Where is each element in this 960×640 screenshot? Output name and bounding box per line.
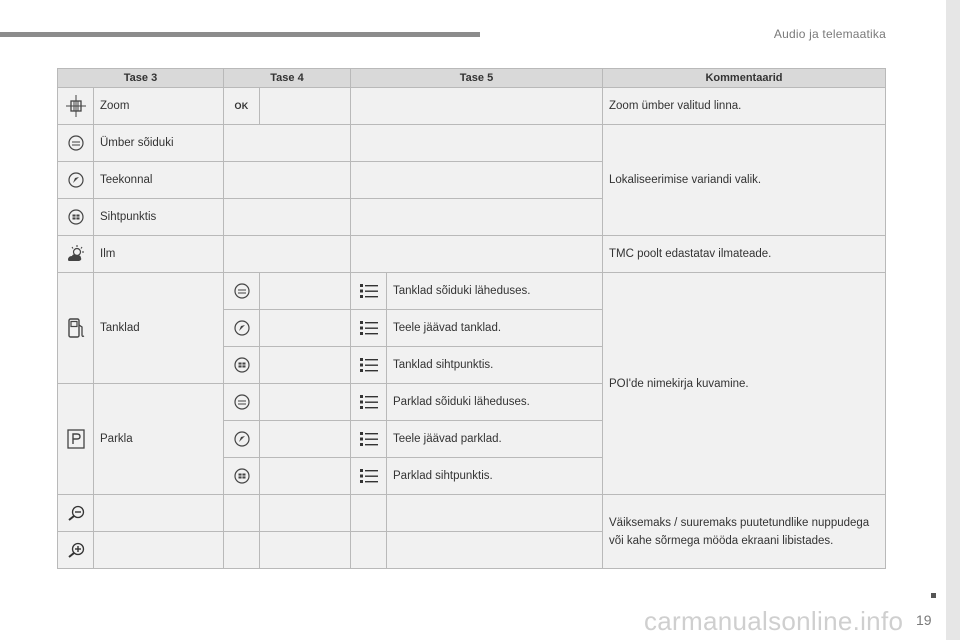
header-level-4: Tase 4 [224,69,351,88]
fuel-on-route: Teele jäävad tanklad. [387,310,603,347]
ok-button[interactable] [224,88,260,125]
route-icon [58,162,94,199]
zoom-buttons-comment: Väiksemaks / suuremaks puutetundlike nuppudega või kahe sõrmega mööda ekraani libistades. [603,495,886,569]
destination-label: Sihtpunktis [94,199,224,236]
page-number: 19 [916,612,932,628]
list-icon[interactable] [351,347,387,384]
parking-icon [58,384,94,495]
around-vehicle-icon[interactable] [224,273,260,310]
fuel-at-destination: Tanklad sihtpunktis. [387,347,603,384]
list-icon[interactable] [351,421,387,458]
fuel-label: Tanklad [94,273,224,384]
zoom-comment: Zoom ümber valitud linna. [603,88,886,125]
header-comments: Kommentaarid [603,69,886,88]
header-level-5: Tase 5 [351,69,603,88]
zoom-in-icon[interactable] [58,532,94,569]
table-row [58,236,886,273]
parking-label: Parkla [94,384,224,495]
localisation-comment: Lokaliseerimise variandi valik. [603,125,886,236]
page-marker [931,593,936,598]
ok-label: OK [234,101,249,111]
weather-label: Ilm [94,236,224,273]
parking-near-vehicle: Parklad sõiduki läheduses. [387,384,603,421]
table-row [58,495,886,532]
weather-comment: TMC poolt edastatav ilmateade. [603,236,886,273]
destination-icon [58,199,94,236]
list-icon[interactable] [351,384,387,421]
side-strip [946,0,960,640]
zoom-label: Zoom [94,88,224,125]
header-level-3: Tase 3 [58,69,224,88]
table-row [58,273,886,310]
parking-on-route: Teele jäävad parklad. [387,421,603,458]
fuel-pump-icon [58,273,94,384]
parking-at-destination: Parklad sihtpunktis. [387,458,603,495]
list-icon[interactable] [351,310,387,347]
top-decorative-bar [0,32,480,37]
zoom-out-icon[interactable] [58,495,94,532]
fuel-near-vehicle: Tanklad sõiduki läheduses. [387,273,603,310]
poi-comment: POI'de nimekirja kuvamine. [603,273,886,495]
route-icon[interactable] [224,421,260,458]
destination-icon[interactable] [224,458,260,495]
around-vehicle-icon[interactable] [224,384,260,421]
route-icon[interactable] [224,310,260,347]
header-row [58,69,886,88]
route-label: Teekonnal [94,162,224,199]
around-vehicle-label: Ümber sõiduki [94,125,224,162]
destination-icon[interactable] [224,347,260,384]
watermark: carmanualsonline.info [644,606,904,636]
list-icon[interactable] [351,273,387,310]
section-title: Audio ja telemaatika [773,27,886,41]
weather-icon [58,236,94,273]
menu-table [57,68,886,569]
table-row [58,125,886,162]
around-vehicle-icon [58,125,94,162]
list-icon[interactable] [351,458,387,495]
table-row [58,88,886,125]
map-zoom-icon [58,88,94,125]
